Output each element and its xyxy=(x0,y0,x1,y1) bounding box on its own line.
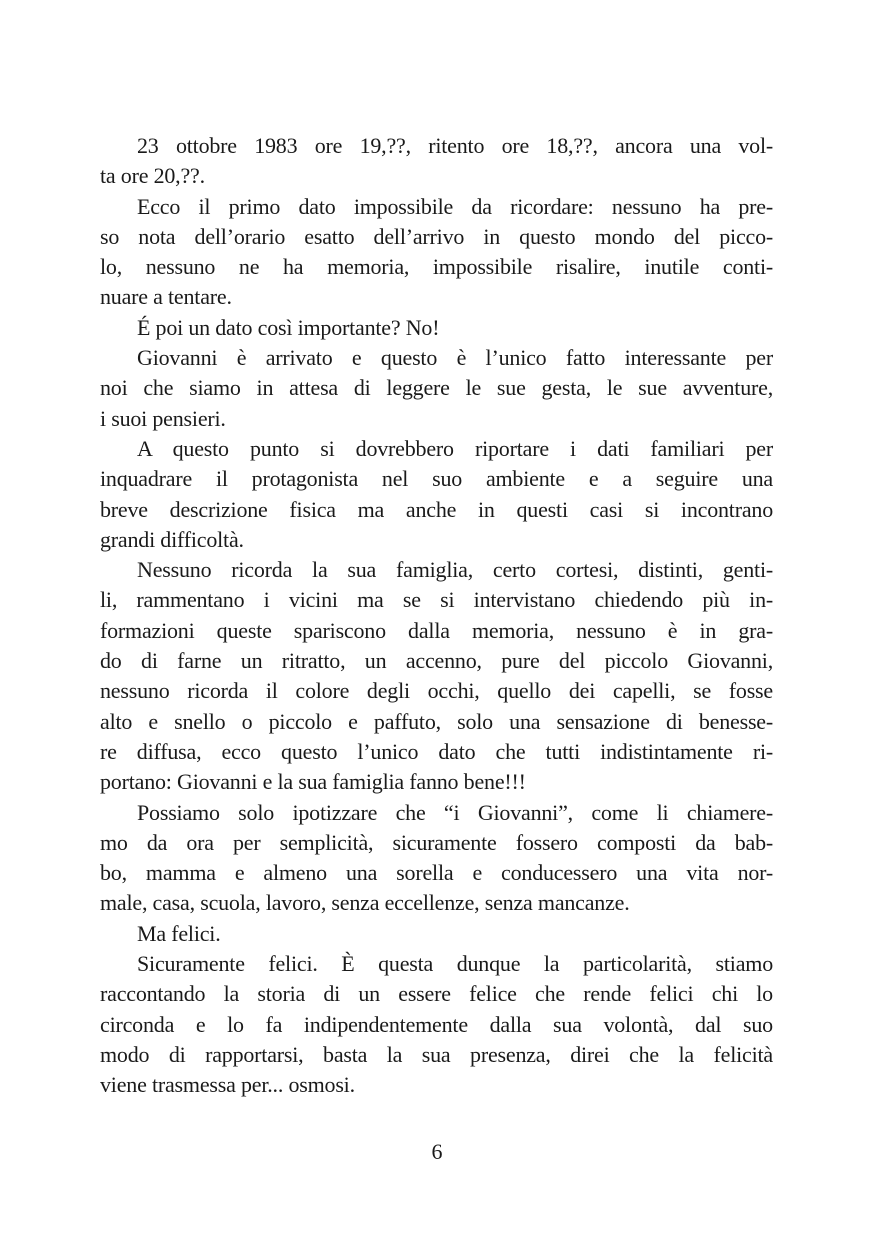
text-line: Giovanni è arrivato e questo è l’unico fatto interessante per xyxy=(137,345,773,371)
text-line: Ecco il primo dato impossibile da ricordare: nessuno ha pre- xyxy=(137,193,773,219)
text-line: Possiamo solo ipotizzare che “i Giovanni”, come li chiamere- xyxy=(137,799,773,825)
text-line: grandi difficoltà. xyxy=(100,526,244,552)
text-line: viene trasmessa per... osmosi. xyxy=(100,1072,355,1098)
text-line: ta ore 20,??. xyxy=(100,163,205,189)
text-line: portano: Giovanni e la sua famiglia fanno bene!!! xyxy=(100,769,526,795)
paragraph xyxy=(100,192,773,313)
text-line: modo di rapportarsi, basta la sua presenza, direi che la felicità xyxy=(100,1041,773,1067)
text-line: Ma felici. xyxy=(137,920,221,946)
paragraph xyxy=(100,919,773,949)
text-line: Sicuramente felici. È questa dunque la particolarità, stiamo xyxy=(137,951,773,977)
text-line: formazioni queste spariscono dalla memoria, nessuno è in gra- xyxy=(100,617,773,643)
text-line: do di farne un ritratto, un accenno, pure del piccolo Giovanni, xyxy=(100,648,773,674)
text-line: nuare a tentare. xyxy=(100,284,232,310)
text-line: breve descrizione fisica ma anche in questi casi si incontrano xyxy=(100,496,773,522)
text-line: i suoi pensieri. xyxy=(100,405,226,431)
paragraph xyxy=(100,313,773,343)
paragraph xyxy=(100,131,773,192)
text-line: nessuno ricorda il colore degli occhi, quello dei capelli, se fosse xyxy=(100,678,773,704)
text-line: bo, mamma e almeno una sorella e conducessero una vita nor- xyxy=(100,860,773,886)
paragraph xyxy=(100,343,773,434)
text-line: alto e snello o piccolo e paffuto, solo una sensazione di benesse- xyxy=(100,708,773,734)
text-line: Nessuno ricorda la sua famiglia, certo cortesi, distinti, genti- xyxy=(137,557,773,583)
text-line: re diffusa, ecco questo l’unico dato che tutti indistintamente ri- xyxy=(100,738,773,764)
text-line: A questo punto si dovrebbero riportare i dati familiari per xyxy=(137,435,773,461)
text-line: É poi un dato così importante? No! xyxy=(137,314,440,340)
text-line: lo, nessuno ne ha memoria, impossibile risalire, inutile conti- xyxy=(100,254,773,280)
text-line: 23 ottobre 1983 ore 19,??, ritento ore 18,??, ancora una vol- xyxy=(137,133,773,158)
text-line: male, casa, scuola, lavoro, senza eccellenze, senza mancanze. xyxy=(100,890,630,916)
paragraph xyxy=(100,555,773,797)
text-line: inquadrare il protagonista nel suo ambiente e a seguire una xyxy=(100,466,773,492)
paragraph xyxy=(100,949,773,1100)
paragraph xyxy=(100,434,773,555)
page-body xyxy=(100,131,773,1101)
paragraph xyxy=(100,798,773,919)
text-line: so nota dell’orario esatto dell’arrivo in questo mondo del picco- xyxy=(100,223,773,249)
text-line: li, rammentano i vicini ma se si intervistano chiedendo più in- xyxy=(100,587,773,613)
text-line: raccontando la storia di un essere felice che rende felici chi lo xyxy=(100,981,773,1007)
text-line: mo da ora per semplicità, sicuramente fossero composti da bab- xyxy=(100,829,773,855)
page-number: 6 xyxy=(431,1139,443,1164)
text-line: noi che siamo in attesa di leggere le sue gesta, le sue avventure, xyxy=(100,375,773,401)
text-line: circonda e lo fa indipendentemente dalla sua volontà, dal suo xyxy=(100,1011,773,1037)
